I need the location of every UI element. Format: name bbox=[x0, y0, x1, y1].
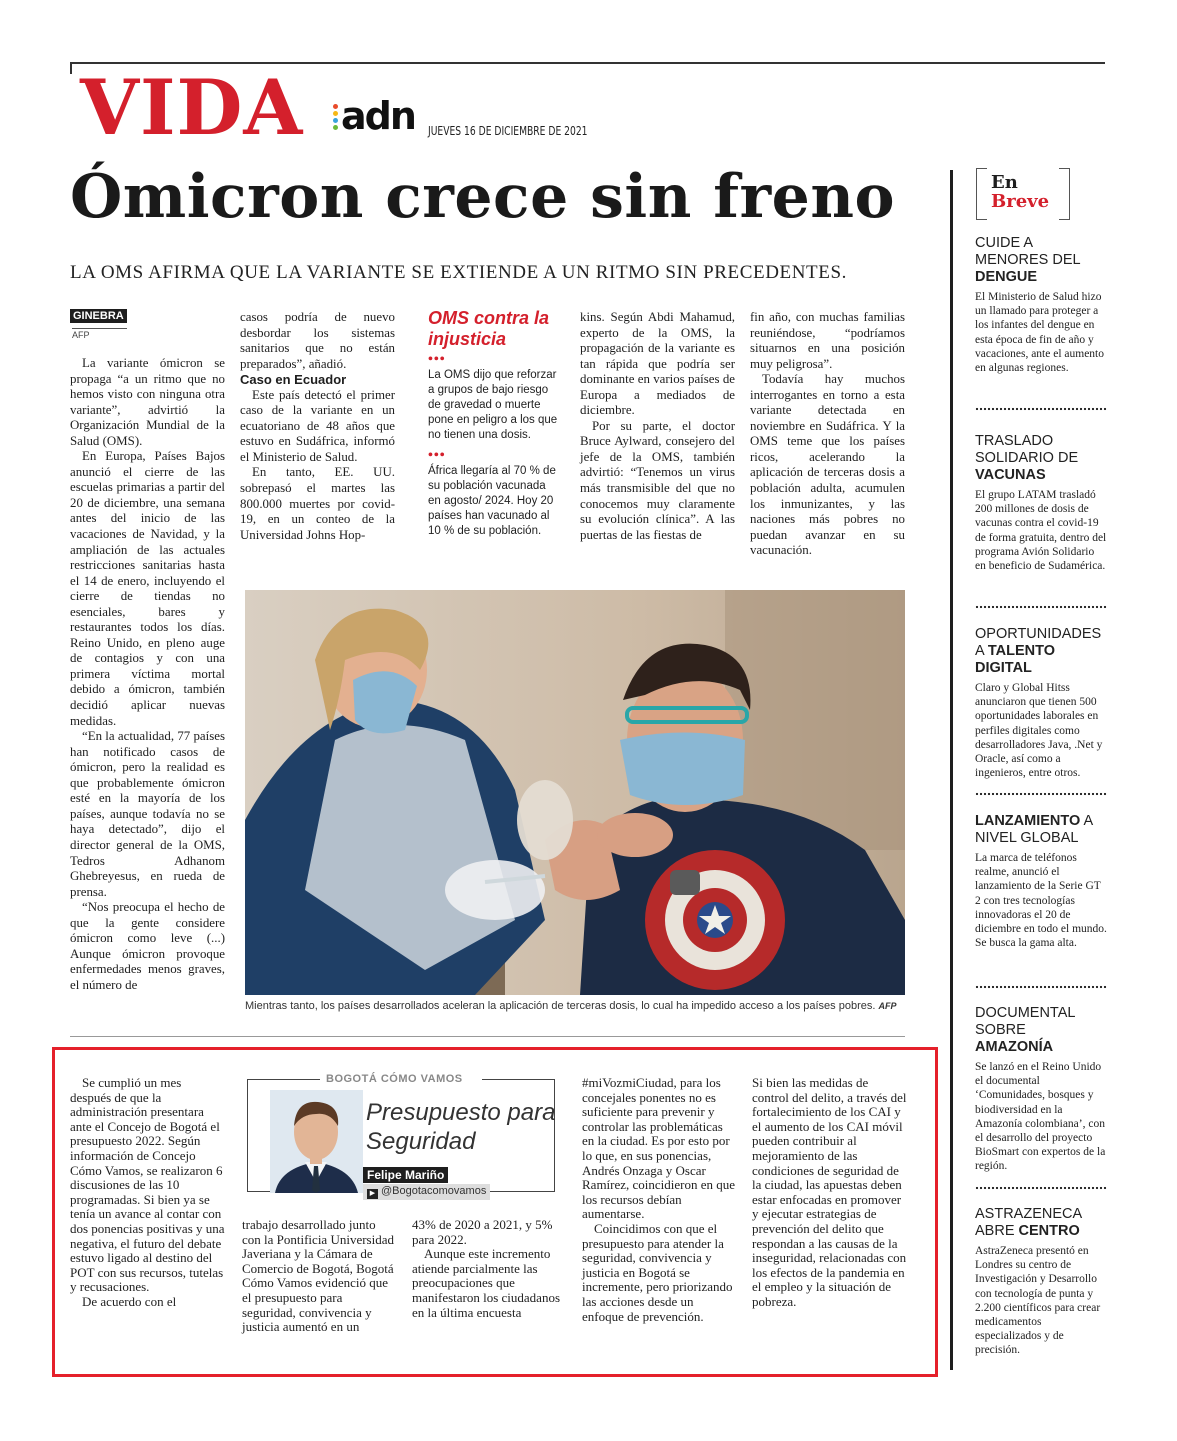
paragraph: trabajo desarrollado junto con la Pontificia Universidad Javeriana y la Cámara de Comercio de Bogotá, Bogotá Cómo Vamos evidenció que el presupuesto para seguridad, convivencia y justicia aumentó en un bbox=[242, 1217, 394, 1335]
caption-text: Mientras tanto, los países desarrollados aceleran la aplicación de terceras dosis, lo cual ha impedido acceso a los países pobres. bbox=[245, 1000, 876, 1012]
en-breve-en: En bbox=[991, 172, 1018, 193]
brief-text: La marca de teléfonos realme, anunció el lanzamiento de la Serie GT 2 con tres tecnologías innovadoras el 20 de diciembre en todo el mundo. Se busca la gama alta. bbox=[975, 852, 1107, 950]
article-column-1 bbox=[70, 356, 225, 993]
section-divider bbox=[70, 1036, 905, 1037]
paragraph: Si bien las medidas de control del delito, a través del fortalecimiento de los CAI y el aumento de los CAI móvil pueden contribuir al mejoramiento de las condiciones de seguridad de la ciudad, las apuestas deben estar enfocadas en promover y ejecutar estrategias de prevención del delito que respondan a las causas de la inseguridad, relacionadas con los efectos de la pandemia en el empleo y la situación de pobreza. bbox=[752, 1075, 907, 1309]
paragraph: Todavía hay muchos interrogantes en torno a esta variante detectada en noviembre en Sudáfrica. Y la OMS teme que los países ricos, acelerando la aplicación de terceras dosis a población adulta, acumulen los inmunizantes, y las naciones más pobres no puedan avanzar en su vacunación. bbox=[750, 372, 905, 558]
brief-item bbox=[975, 433, 1107, 573]
dateline-place: GINEBRA bbox=[70, 309, 127, 323]
brief-text: Se lanzó en el Reino Unido el documental ‘Comunidades, bosques y biodiversidad en la Amazonía colombiana’, con el desarrollo del proyecto BioSmart con expertos de la región. bbox=[975, 1061, 1106, 1173]
paragraph: Por su parte, el doctor Bruce Aylward, consejero del jefe de la OMS, también advirtió: “Tenemos un virus más transmisible del que no conocemos muy claramente su evolución clínica”. A las puertas de las fiestas de bbox=[580, 418, 735, 542]
brief-text: Claro y Global Hitss anunciaron que tienen 500 oportunidades laborales en perfiles digitales como desarrolladores Java, .Net y Oracle, así como a ingenieros, entre otros. bbox=[975, 682, 1103, 780]
brief-item bbox=[975, 235, 1107, 375]
section-title: VIDA bbox=[80, 63, 304, 152]
en-breve-breve: Breve bbox=[991, 191, 1050, 212]
brief-headline: OPORTUNIDADES A TALENTO DIGITAL bbox=[975, 626, 1102, 676]
opinion-column-3 bbox=[412, 1218, 562, 1320]
brief-divider bbox=[975, 792, 1107, 796]
paragraph: “Nos preocupa el hecho de que la gente considere ómicron como leve (...) Aunque ómicron provoque enfermedades menos graves, el número de bbox=[70, 900, 225, 992]
author-avatar bbox=[270, 1090, 363, 1193]
brief-item bbox=[975, 813, 1107, 950]
vaccination-illustration bbox=[245, 590, 905, 995]
sidebar-item: La OMS dijo que reforzar a grupos de bajo riesgo de gravedad o muerte pone en peligro a los que no tienen una dosis. bbox=[428, 369, 558, 441]
paragraph: Coincidimos con que el presupuesto para atender la seguridad, convivencia y justicia en Bogotá se incremente, pero priorizando las acciones desde un enfoque de prevención. bbox=[582, 1220, 733, 1324]
dateline-agency: AFP bbox=[72, 328, 127, 340]
en-breve-label bbox=[976, 168, 1070, 220]
paragraph: Este país detectó el primer caso de la variante en un ecuatoriano de 48 años que estuvo en Sudáfrica, informó el Ministerio de Salud. bbox=[240, 387, 395, 464]
paragraph: Se cumplió un mes después de que la administración presentara ante el Concejo de Bogotá el presupuesto 2022. Según información de Concejo Cómo Vamos, se realizaron 6 discusiones de las 10 programadas. Si bien ya se tenía un avance al contar con dos ponencias positivas y una negativa, el futuro del debate estuvo ligado al destino del POT con sus recursos, tutelas y recusaciones. bbox=[70, 1075, 225, 1295]
paragraph: fin año, con muchas familias reuniéndose, “podríamos situarnos en una posición muy peligrosa”. bbox=[750, 310, 905, 371]
opinion-column-4 bbox=[582, 1076, 737, 1324]
issue-date: JUEVES 16 DE DICIEMBRE DE 2021 bbox=[428, 124, 588, 138]
brief-item bbox=[975, 1206, 1107, 1358]
brief-item bbox=[975, 626, 1107, 780]
brief-headline: TRASLADO SOLIDARIO DE VACUNAS bbox=[975, 433, 1079, 483]
article-headline: Ómicron crece sin freno bbox=[70, 162, 895, 232]
article-column-2 bbox=[240, 310, 395, 543]
brief-headline: DOCUMENTAL SOBRE AMAZONÍA bbox=[975, 1005, 1075, 1055]
subheading-ecuador: Caso en Ecuador bbox=[240, 372, 347, 388]
paragraph: De acuerdo con el bbox=[82, 1293, 177, 1309]
author-name: Felipe Mariño bbox=[363, 1167, 448, 1183]
opinion-column-5 bbox=[752, 1076, 907, 1310]
vaccination-photo bbox=[245, 590, 905, 995]
paragraph: “En la actualidad, 77 países han notificado casos de ómicron, pero la realidad es que probablemente ómicron esté en la mayoría de los países, aunque todavía no se haya detectado”, dijo el director general de la OMS, Tedros Adhanom Ghebreyesus, en rueda de prensa. bbox=[70, 729, 225, 899]
author-handle[interactable] bbox=[363, 1184, 490, 1200]
opinion-title: Presupuesto para Seguridad bbox=[366, 1099, 556, 1155]
brief-headline: LANZAMIENTO A NIVEL GLOBAL bbox=[975, 813, 1093, 846]
article-subhead: LA OMS AFIRMA QUE LA VARIANTE SE EXTIENDE A UN RITMO SIN PRECEDENTES. bbox=[70, 262, 847, 283]
brief-divider bbox=[975, 407, 1107, 411]
brief-divider bbox=[975, 985, 1107, 989]
brief-headline: ASTRAZENECA ABRE CENTRO bbox=[975, 1206, 1082, 1239]
article-column-4 bbox=[750, 310, 905, 559]
paragraph: En Europa, Países Bajos anunció el cierre de las escuelas primarias a partir del 20 de diciembre, una semana antes del inicio de las vacaciones de Navidad, y la ampliación de las actuales restricciones sanitarias hasta el 14 de enero, incluyendo el cierre de tiendas no esenciales, bares y restaurantes todos los días. Reino Unido, en pleno auge de contagios y con una primera víctima mortal debido a ómicron, también decidió aplicar nuevas medidas. bbox=[70, 449, 225, 728]
bullet-dots-icon: ••• bbox=[428, 352, 446, 367]
brief-divider bbox=[975, 605, 1107, 609]
handle-text: @Bogotacomovamos bbox=[381, 1185, 487, 1197]
twitter-icon: ▶ bbox=[367, 1189, 378, 1199]
logo-dots-icon bbox=[333, 104, 338, 132]
sidebar-item: África llegaría al 70 % de su población vacunada en agosto/ 2024. Hoy 20 países han vacunado al 10 % de su población. bbox=[428, 465, 556, 537]
top-rule-tick bbox=[70, 62, 72, 74]
brief-divider bbox=[975, 1186, 1107, 1190]
paragraph: casos podría de nuevo desbordar los sistemas sanitarios que no están preparados”, añadió. bbox=[240, 310, 395, 371]
paragraph: La variante ómicron se propaga “a un ritmo que no hemos visto con ninguna otra variante”, advirtió la Organización Mundial de la Salud (OMS). bbox=[70, 356, 225, 448]
bullet-dots-icon: ••• bbox=[428, 448, 446, 463]
author-portrait-icon bbox=[270, 1090, 363, 1193]
caption-credit: AFP bbox=[878, 1001, 897, 1011]
brief-headline: CUIDE A MENORES DEL DENGUE bbox=[975, 235, 1081, 285]
brief-text: El Ministerio de Salud hizo un llamado para proteger a los infantes del dengue en esta época de fin de año y vacaciones, ante el aumento en algunas regiones. bbox=[975, 291, 1104, 375]
logo-text: adn bbox=[341, 94, 415, 138]
paragraph: 43% de 2020 a 2021, y 5% para 2022. bbox=[412, 1217, 553, 1247]
paragraph: Aunque este incremento atiende parcialmente las preocupaciones que manifestaron los ciudadanos en la última encuesta bbox=[412, 1246, 561, 1320]
paragraph: #miVozmiCiudad, para los concejales ponentes no es suficiente para prevenir y controlar las problemáticas en la ciudad. Es por esto por lo que, en sus ponencias, Andrés Onzaga y Oscar Ramírez, coincidieron en que los recursos debían aumentarse. bbox=[582, 1075, 736, 1222]
brief-item bbox=[975, 1005, 1107, 1174]
opinion-kicker: BOGOTÁ CÓMO VAMOS bbox=[326, 1073, 463, 1085]
photo-caption bbox=[245, 1000, 905, 1012]
brief-text: El grupo LATAM trasladó 200 millones de dosis de vacunas contra el covid-19 de forma gratuita, dentro del programa Avión Solidario en beneficio de Sudamérica. bbox=[975, 489, 1107, 573]
opinion-column-1 bbox=[70, 1076, 225, 1310]
sidebar-title: OMS contra la injusticia bbox=[428, 308, 550, 349]
paragraph: En tanto, EE. UU. sobrepasó el martes las 800.000 muertes por covid-19, en un conteo de la Universidad Johns Hop- bbox=[240, 465, 395, 542]
sidebar-rule bbox=[950, 170, 953, 1370]
article-column-3 bbox=[580, 310, 735, 543]
adn-logo bbox=[333, 94, 419, 140]
paragraph: kins. Según Abdi Mahamud, experto de la OMS, la propagación de la variante es tan rápida que podría ser dominante en varios países de Europa a mediados de diciembre. bbox=[580, 310, 735, 418]
opinion-column-2 bbox=[242, 1218, 397, 1335]
brief-text: AstraZeneca presentó en Londres su centro de Investigación y Desarrollo con tecnología de punta y 2.200 científicos para crear medicamentos especializados y de precisión. bbox=[975, 1245, 1101, 1357]
